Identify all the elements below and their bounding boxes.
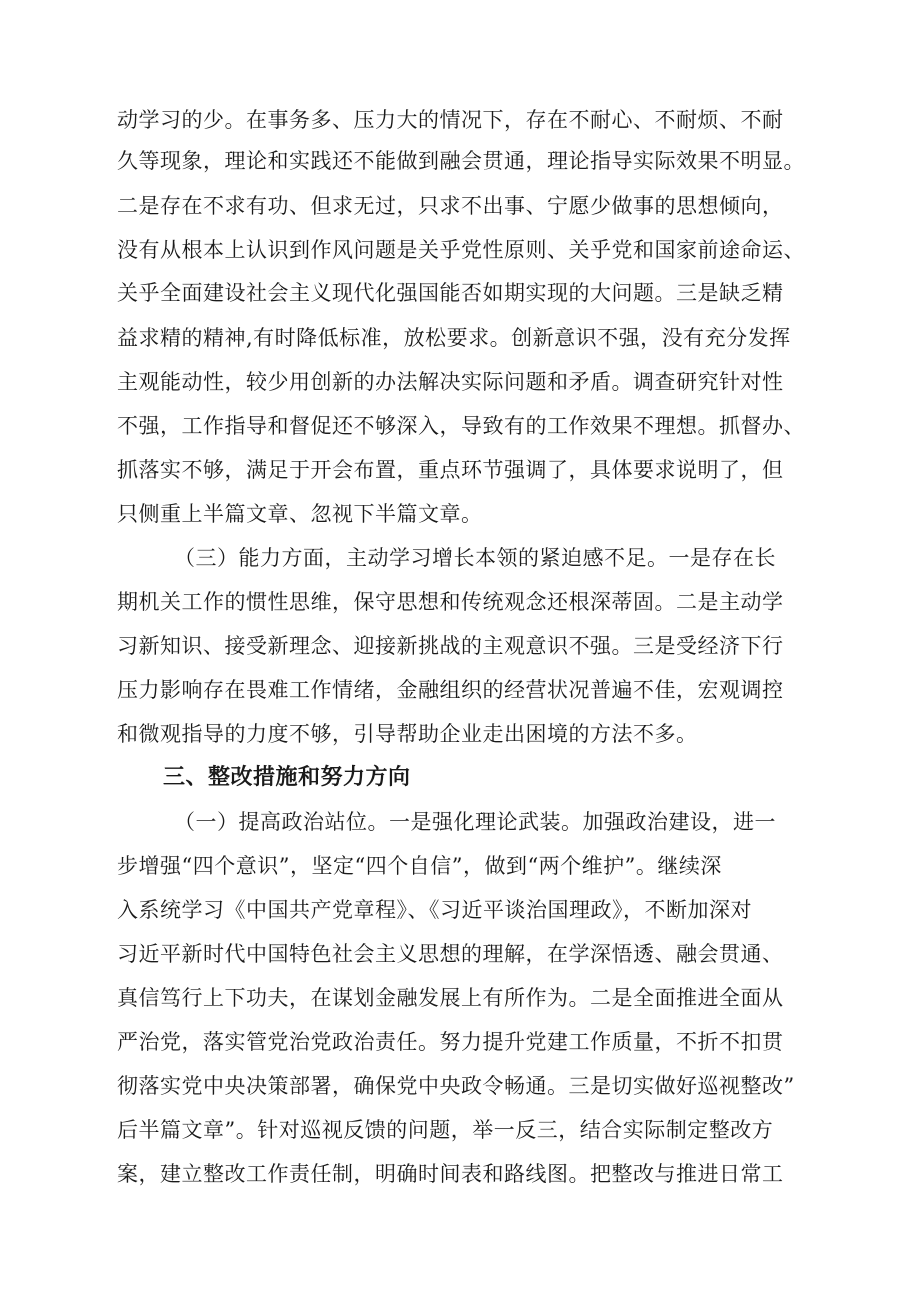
line-text: 真信笃行上下功夫，在谋划金融发展上有所作为。二是全面推进全面从 — [117, 986, 784, 1010]
paragraph-line — [0, 1022, 920, 1062]
line-text: 抓落实不够，满足于开会布置，重点环节强调了，具体要求说明了，但 — [117, 458, 784, 482]
line-text: 习近平新时代中国特色社会主义思想的理解，在学深悟透、融会贯通、 — [117, 942, 784, 966]
paragraph-line — [0, 406, 920, 446]
line-text: 没有从根本上认识到作风问题是关乎党性原则、关乎党和国家前途命运、 — [117, 238, 805, 262]
line-text: 不强，工作指导和督促还不够深入，导致有的工作效果不理想。抓督办、 — [117, 414, 805, 438]
line-text: 彻落实党中央决策部署，确保党中央政令畅通。三是切实做好巡视整改” — [117, 1074, 795, 1098]
line-text: 案，建立整改工作责任制，明确时间表和路线图。把整改与推进日常工 — [117, 1162, 784, 1186]
paragraph-line — [0, 714, 920, 754]
paragraph-line — [0, 978, 920, 1018]
line-text: （一）提高政治站位。一是强化理论武装。加强政治建设，进一 — [174, 810, 776, 834]
line-text: 压力影响存在畏难工作情绪，金融组织的经营状况普遍不佳，宏观调控 — [117, 678, 784, 702]
paragraph-line — [0, 1154, 920, 1194]
paragraph-line — [0, 802, 920, 842]
line-text: 入系统学习《中国共产党章程》、《习近平谈治国理政》，不断加深对 — [117, 898, 752, 922]
line-text: 久等现象，理论和实践还不能做到融会贯通，理论指导实际效果不明显。 — [117, 149, 805, 173]
line-text: 动学习的少。在事务多、压力大的情况下，存在不耐心、不耐烦、不耐 — [117, 108, 784, 132]
paragraph-line — [0, 1066, 920, 1106]
line-text: 后半篇文章”。针对巡视反馈的问题，举一反三，结合实际制定整改方 — [117, 1118, 774, 1142]
paragraph-line — [0, 450, 920, 490]
line-text: 二是存在不求有功、但求无过，只求不出事、宁愿少做事的思想倾向， — [117, 194, 784, 218]
paragraph-line — [0, 538, 920, 578]
line-text: 严治党，落实管党治党政治责任。努力提升党建工作质量，不折不扣贯 — [117, 1030, 784, 1054]
paragraph-line — [0, 362, 920, 402]
paragraph-line — [0, 318, 920, 358]
line-text: 步增强“四个意识”，坚定“四个自信”，做到“两个维护”。继续深 — [117, 854, 722, 878]
paragraph-line — [0, 494, 920, 534]
line-text: 期机关工作的惯性思维，保守思想和传统观念还根深蒂固。二是主动学 — [117, 590, 784, 614]
paragraph-line — [0, 230, 920, 270]
paragraph-line — [0, 186, 920, 226]
paragraph-line — [0, 670, 920, 710]
paragraph-line — [0, 846, 920, 886]
paragraph-line — [0, 626, 920, 666]
line-text: （三）能力方面，主动学习增长本领的紧迫感不足。一是存在长 — [174, 546, 776, 570]
section-heading — [0, 758, 920, 798]
paragraph-line — [0, 934, 920, 974]
paragraph-line — [0, 141, 920, 181]
line-text: 只侧重上半篇文章、忽视下半篇文章。 — [117, 502, 483, 526]
paragraph-line — [0, 582, 920, 622]
line-text: 益求精的精神,有时降低标准，放松要求。创新意识不强，没有充分发挥 — [117, 326, 791, 350]
paragraph-line — [0, 1110, 920, 1150]
heading-text: 三、整改措施和努力方向 — [163, 765, 411, 790]
line-text: 关乎全面建设社会主义现代化强国能否如期实现的大问题。三是缺乏精 — [117, 281, 784, 305]
paragraph-line — [0, 273, 920, 313]
line-text: 习新知识、接受新理念、迎接新挑战的主观意识不强。三是受经济下行 — [117, 634, 784, 658]
line-text: 主观能动性，较少用创新的办法解决实际问题和矛盾。调查研究针对性 — [117, 370, 784, 394]
paragraph-line — [0, 890, 920, 930]
line-text: 和微观指导的力度不够，引导帮助企业走出困境的方法不多。 — [117, 722, 698, 746]
paragraph-line — [0, 100, 920, 140]
